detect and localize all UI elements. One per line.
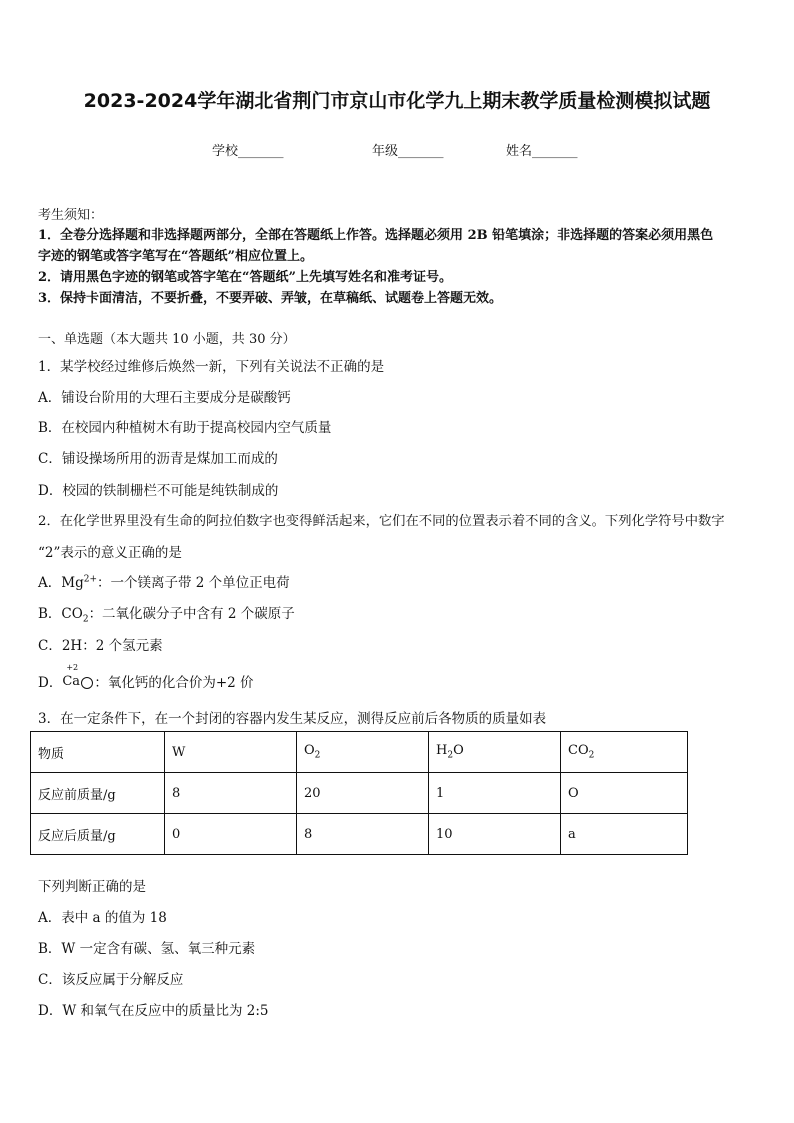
- table-cell: 10: [429, 814, 561, 855]
- question-2-option-a: A．$Mg^{2+}$：一个镁离子带 2 个单位正电荷: [38, 574, 290, 591]
- question-2-option-d: D． +2 Ca ：氧化钙的化合价为+2 价: [38, 663, 254, 691]
- question-3-option-b: B．W 一定含有碳、氢、氧三种元素: [38, 941, 256, 957]
- notice-item-2: 2．请用黑色字迹的钢笔或答字笔在“答题纸”上先填写姓名和准考证号。: [38, 270, 453, 285]
- question-2-stem-cont: “2”表示的意义正确的是: [38, 545, 182, 561]
- table-cell: $H_2O$: [429, 732, 561, 773]
- page-title: 2023-2024学年湖北省荆门市京山市化学九上期末教学质量检测模拟试题: [83, 90, 711, 112]
- table-cell: 0: [165, 814, 297, 855]
- name-field: 姓名_______: [506, 144, 578, 159]
- question-3-stem: 3．在一定条件下，在一个封闭的容器内发生某反应，测得反应前后各物质的质量如表: [38, 711, 547, 727]
- notice-item-3: 3．保持卡面清洁，不要折叠，不要弄破、弄皱，在草稿纸、试题卷上答题无效。: [38, 291, 503, 306]
- question-1-option-a: A．铺设台阶用的大理石主要成分是碳酸钙: [38, 390, 291, 406]
- section-heading: 一、单选题（本大题共 10 小题，共 30 分）: [38, 332, 296, 347]
- question-1-stem: 1．某学校经过维修后焕然一新，下列有关说法不正确的是: [38, 359, 385, 375]
- table-cell: 物质: [31, 732, 165, 773]
- mass-table: [30, 731, 688, 855]
- notice-item-1: 1．全卷分选择题和非选择题两部分，全部在答题纸上作答。选择题必须用 2B 铅笔填涂；非选择题的答案必须用黑色: [38, 228, 714, 243]
- question-2-option-b: B．$CO_2$：二氧化碳分子中含有 2 个碳原子: [38, 606, 295, 625]
- table-cell: $CO_2$: [561, 732, 688, 773]
- question-3-option-c: C．该反应属于分解反应: [38, 972, 184, 988]
- table-cell: 20: [297, 773, 429, 814]
- table-row: [31, 814, 688, 855]
- table-cell: 1: [429, 773, 561, 814]
- question-1-option-d: D．校园的铁制栅栏不可能是纯铁制成的: [38, 483, 279, 499]
- table-row: [31, 732, 688, 773]
- question-1-option-b: B．在校园内种植树木有助于提高校园内空气质量: [38, 420, 332, 436]
- table-cell: 反应前质量/g: [31, 773, 165, 814]
- table-cell: W: [165, 732, 297, 773]
- table-cell: 反应后质量/g: [31, 814, 165, 855]
- calcium-oxide-valence-symbol: +2 Ca: [62, 672, 94, 690]
- grade-field: 年级_______: [372, 144, 444, 159]
- notice-item-1-cont: 字迹的钢笔或答字笔写在“答题纸”相应位置上。: [38, 249, 313, 264]
- oxygen-circle-icon: [81, 677, 93, 689]
- table-cell: 8: [165, 773, 297, 814]
- table-cell: a: [561, 814, 688, 855]
- question-2-stem: 2．在化学世界里没有生命的阿拉伯数字也变得鲜活起来，它们在不同的位置表示着不同的含义。下列化学符号中数字: [38, 514, 725, 529]
- notice-heading: 考生须知：: [38, 208, 104, 223]
- school-field: 学校_______: [212, 144, 284, 159]
- question-1-option-c: C．铺设操场所用的沥青是煤加工而成的: [38, 451, 278, 467]
- table-cell: 8: [297, 814, 429, 855]
- question-3-option-a: A．表中 a 的值为 18: [38, 910, 167, 926]
- question-3-judge: 下列判断正确的是: [38, 879, 146, 895]
- table-cell: $O_2$: [297, 732, 429, 773]
- table-row: [31, 773, 688, 814]
- table-cell: O: [561, 773, 688, 814]
- question-3-option-d: D．W 和氧气在反应中的质量比为 2:5: [38, 1003, 269, 1019]
- question-2-option-c: C．2H：2 个氢元素: [38, 638, 163, 654]
